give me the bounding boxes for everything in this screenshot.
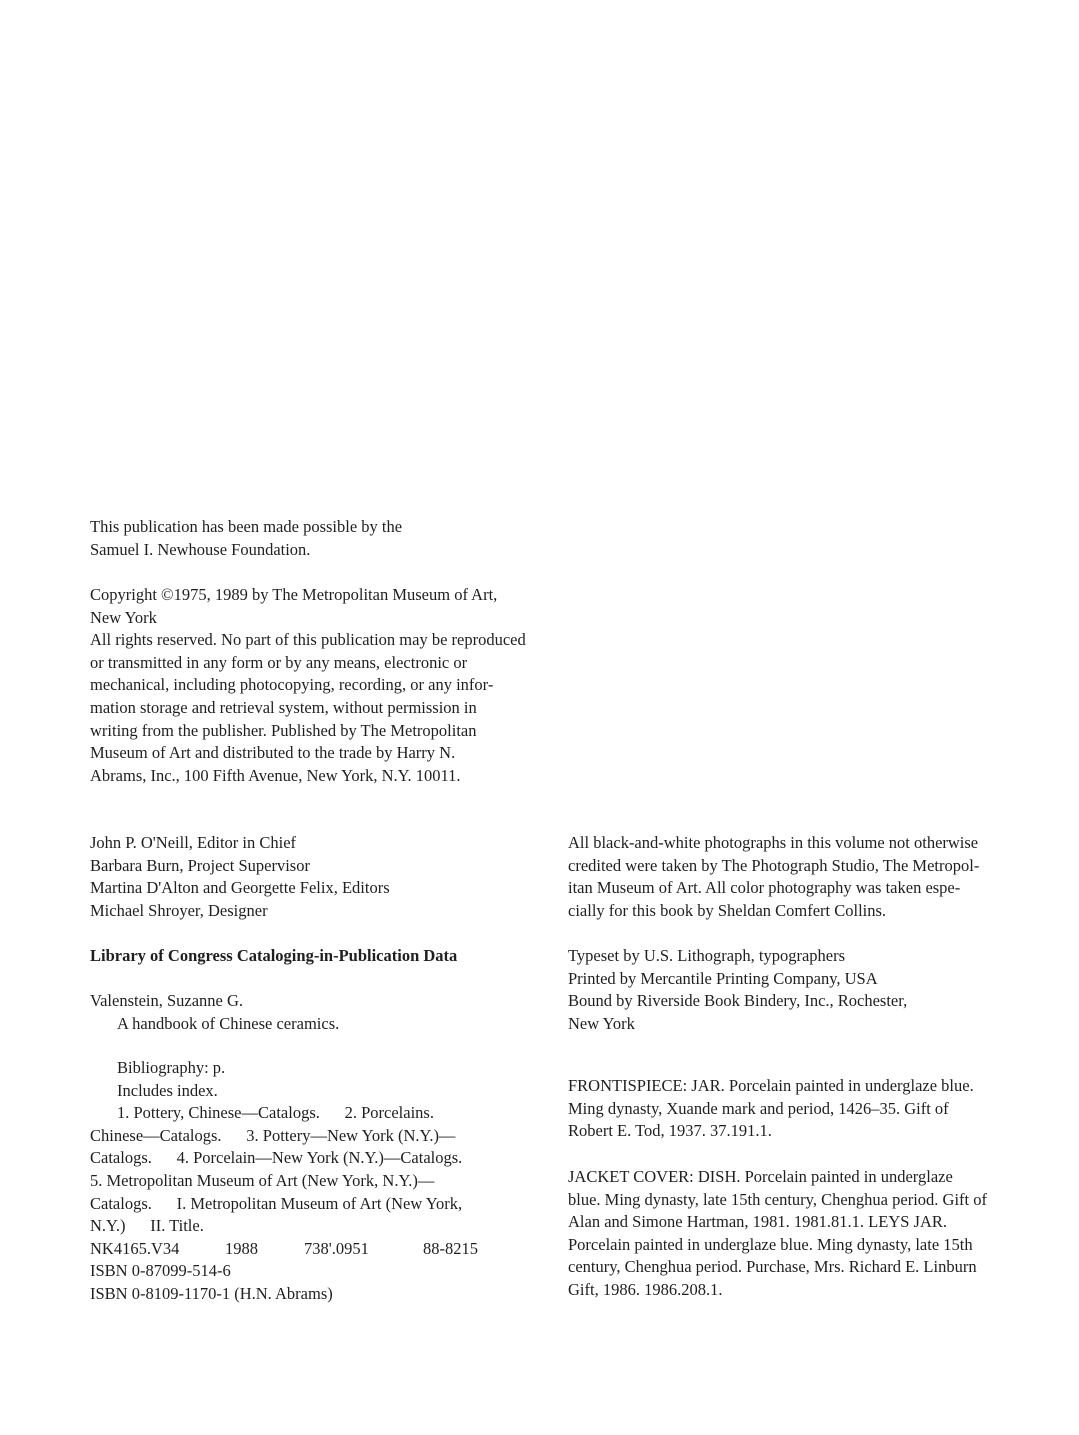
cip-subject: N.Y.) II. Title. (90, 1216, 204, 1236)
jacket-cover-line: century, Chenghua period. Purchase, Mrs. Richard E. Linburn (568, 1257, 977, 1277)
cip-note: Bibliography: p. (117, 1058, 226, 1077)
sponsor-note (90, 516, 402, 561)
cip-entry (90, 990, 339, 1035)
jacket-cover-caption (568, 1166, 987, 1302)
frontispiece-caption (568, 1075, 974, 1143)
photo-credits (568, 832, 979, 922)
copyright-line: New York (90, 607, 157, 627)
cip-author: Valenstein, Suzanne G. (90, 991, 244, 1010)
copyright-line: writing from the publisher. Published by The Metropolitan (90, 720, 477, 740)
sponsor-line: This publication has been made possible by the (90, 517, 403, 536)
cip-subject: 5. Metropolitan Museum of Art (New York, N.Y.)— (90, 1170, 435, 1190)
copyright-line: Copyright ©1975, 1989 by The Metropolitan Museum of Art, (90, 585, 498, 604)
staff-line: Martina D'Alton and Georgette Felix, Editors (90, 878, 390, 898)
publication-year: 1988 (225, 1238, 258, 1258)
photo-credit-line: itan Museum of Art. All color photography was taken espe- (568, 878, 961, 898)
copyright-line: mation storage and retrieval system, without permission in (90, 697, 477, 717)
cip-subject: Catalogs. I. Metropolitan Museum of Art (New York, (90, 1193, 463, 1213)
staff-line: Michael Shroyer, Designer (90, 900, 268, 920)
copyright-line: Abrams, Inc., 100 Fifth Avenue, New York, N.Y. 10011. (90, 765, 461, 785)
dewey-number: 738'.0951 (304, 1238, 369, 1258)
jacket-cover-line: JACKET COVER: DISH. Porcelain painted in underglaze (568, 1167, 953, 1186)
frontispiece-line: FRONTISPIECE: JAR. Porcelain painted in underglaze blue. (568, 1076, 974, 1095)
cip-details (90, 1057, 478, 1306)
production-line: New York (568, 1013, 635, 1033)
isbn: ISBN 0-8109-1170-1 (H.N. Abrams) (90, 1283, 333, 1303)
copyright-line: All rights reserved. No part of this publication may be reproduced (90, 630, 526, 650)
cip-note: Includes index. (117, 1080, 218, 1100)
staff-credits (90, 832, 390, 922)
jacket-cover-line: Porcelain painted in underglaze blue. Ming dynasty, late 15th (568, 1234, 973, 1254)
cip-subject: Chinese—Catalogs. 3. Pottery—New York (N.Y.)— (90, 1125, 456, 1145)
copyright-line: or transmitted in any form or by any means, electronic or (90, 652, 468, 672)
photo-credit-line: credited were taken by The Photograph Studio, The Metropol- (568, 855, 980, 875)
lc-call-number: NK4165.V34 (90, 1238, 180, 1258)
production-credits (568, 945, 907, 1035)
jacket-cover-line: Gift, 1986. 1986.208.1. (568, 1279, 723, 1299)
cip-heading: Library of Congress Cataloging-in-Publication Data (90, 946, 458, 965)
sponsor-line: Samuel I. Newhouse Foundation. (90, 539, 311, 559)
cip-title: A handbook of Chinese ceramics. (117, 1013, 340, 1033)
photo-credit-line: All black-and-white photographs in this volume not otherwise (568, 833, 979, 852)
cip-section (90, 945, 457, 968)
cip-subject: Catalogs. 4. Porcelain—New York (N.Y.)—Catalogs. (90, 1148, 463, 1168)
copyright-line: Museum of Art and distributed to the trade by Harry N. (90, 743, 456, 763)
frontispiece-line: Robert E. Tod, 1937. 37.191.1. (568, 1121, 772, 1141)
photo-credit-line: cially for this book by Sheldan Comfert Collins. (568, 900, 887, 920)
cip-call-numbers (90, 1238, 478, 1261)
jacket-cover-line: blue. Ming dynasty, late 15th century, Chenghua period. Gift of (568, 1189, 987, 1209)
staff-line: Barbara Burn, Project Supervisor (90, 855, 310, 875)
cip-subject: 1. Pottery, Chinese—Catalogs. 2. Porcelains. (117, 1103, 434, 1123)
production-line: Bound by Riverside Book Bindery, Inc., Rochester, (568, 991, 908, 1011)
production-line: Printed by Mercantile Printing Company, USA (568, 968, 878, 988)
staff-line: John P. O'Neill, Editor in Chief (90, 833, 297, 852)
production-line: Typeset by U.S. Lithograph, typographers (568, 946, 846, 965)
copyright-line: mechanical, including photocopying, recording, or any infor- (90, 675, 494, 695)
copyright-notice (90, 584, 526, 787)
isbn: ISBN 0-87099-514-6 (90, 1261, 231, 1281)
jacket-cover-line: Alan and Simone Hartman, 1981. 1981.81.1. LEYS JAR. (568, 1212, 948, 1232)
lccn-number: 88-8215 (423, 1238, 478, 1258)
frontispiece-line: Ming dynasty, Xuande mark and period, 1426–35. Gift of (568, 1098, 949, 1118)
